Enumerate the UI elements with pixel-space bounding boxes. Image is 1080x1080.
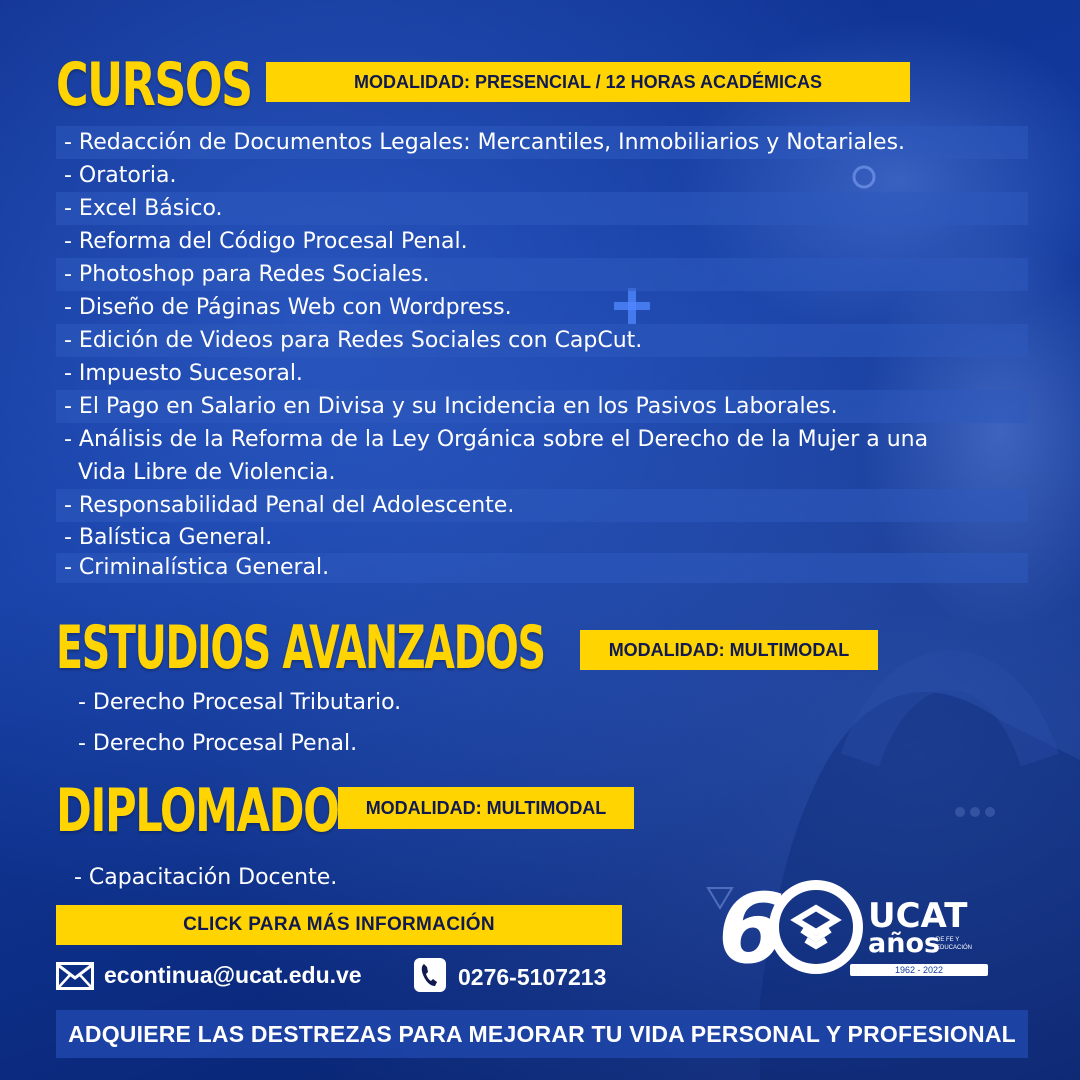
logo-years: 1962 - 2022 <box>850 964 988 976</box>
list-item: - Excel Básico. <box>56 192 1028 225</box>
list-item: - Edición de Videos para Redes Sociales con CapCut. <box>56 324 1028 357</box>
more-info-button[interactable]: CLICK PARA MÁS INFORMACIÓN <box>56 905 622 945</box>
logo-number: 6 <box>718 873 785 982</box>
list-item: - El Pago en Salario en Divisa y su Incidencia en los Pasivos Laborales. <box>56 390 1028 423</box>
diplomado-item: - Capacitación Docente. <box>74 865 338 890</box>
list-item: - Responsabilidad Penal del Adolescente. <box>56 489 1028 522</box>
footer-banner: ADQUIERE LAS DESTREZAS PARA MEJORAR TU VIDA PERSONAL Y PROFESIONAL <box>56 1010 1028 1058</box>
logo-anos: años <box>868 928 941 959</box>
envelope-icon <box>56 962 94 990</box>
cursos-list <box>56 126 1028 583</box>
list-item: - Oratoria. <box>64 163 177 188</box>
logo-tagline-line: EDUCACIÓN <box>936 945 973 951</box>
estudios-modalidad-tag: MODALIDAD: MULTIMODAL <box>580 630 878 670</box>
list-item: - Reforma del Código Procesal Penal. <box>64 229 468 254</box>
list-item-line-continued: Vida Libre de Violencia. <box>78 460 336 485</box>
estudios-title: ESTUDIOS AVANZADOS <box>56 613 545 683</box>
diplomado-title: DIPLOMADO <box>56 776 339 846</box>
logo-tagline <box>936 936 972 952</box>
phone-link[interactable]: 0276-5107213 <box>458 964 607 990</box>
estudios-item: - Derecho Procesal Penal. <box>78 731 358 756</box>
list-item: - Balística General. <box>64 525 273 550</box>
list-item: - Photoshop para Redes Sociales. <box>56 258 1028 291</box>
email-link[interactable]: econtinua@ucat.edu.ve <box>104 962 362 988</box>
list-item: - Criminalística General. <box>56 553 1028 583</box>
cursos-modalidad-tag: MODALIDAD: PRESENCIAL / 12 HORAS ACADÉMICAS <box>266 62 910 102</box>
list-item-line: - Análisis de la Reforma de la Ley Orgánica sobre el Derecho de la Mujer a una <box>64 427 929 452</box>
diplomado-modalidad-tag: MODALIDAD: MULTIMODAL <box>338 787 634 829</box>
cursos-title: CURSOS <box>56 50 252 120</box>
estudios-item: - Derecho Procesal Tributario. <box>78 690 402 715</box>
list-item: - Redacción de Documentos Legales: Mercantiles, Inmobiliarios y Notariales. <box>56 126 1028 159</box>
list-item: - Impuesto Sucesoral. <box>64 361 303 386</box>
phone-icon <box>413 957 447 993</box>
list-item: - Diseño de Páginas Web con Wordpress. <box>64 295 512 320</box>
logo-name: UCAT <box>868 896 968 936</box>
list-item <box>56 423 1028 489</box>
logo-tagline-line: DE FE Y <box>936 937 960 943</box>
